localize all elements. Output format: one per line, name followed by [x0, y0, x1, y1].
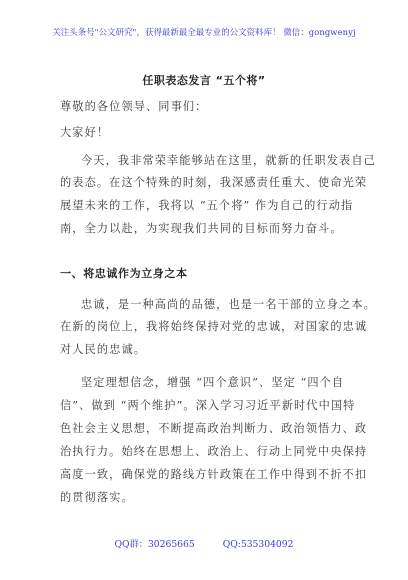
section1-para2-line: 信”、做到 “两个维护”。深入学习习近平新时代中国特	[60, 399, 356, 412]
salutation: 尊敬的各位领导、同事们：	[60, 100, 208, 113]
intro-line: 展望未来的工作，我将以 “五个将” 作为自己的行动指	[60, 199, 354, 212]
greeting: 大家好！	[60, 126, 110, 139]
intro-line: 的表态。在这个特殊的时刻，我深感责任重大、使命光荣	[60, 176, 368, 189]
intro-line: 南，全力以赴，为实现我们共同的目标而努力奋斗。	[60, 222, 343, 235]
footer-qq-group: QQ群：30265665	[114, 539, 195, 550]
section-heading: 一、将忠诚作为立身之本	[60, 267, 188, 280]
section1-para1-line: 对人民的忠诚。	[60, 343, 147, 356]
intro-line: 今天，我非常荣幸能够站在这里，就新的任职发表自己	[81, 154, 376, 167]
section1-para1-line: 在新的岗位上，我将始终保持对党的忠诚，对国家的忠诚	[60, 320, 368, 333]
document-title: 任职表态发言 “五个将”	[142, 74, 266, 87]
footer-contact	[0, 536, 408, 550]
section1-para2-line: 色社会主义思想，不断提高政治判断力、政治领悟力、政	[60, 422, 368, 435]
section1-para2-line: 的贯彻落实。	[60, 491, 134, 504]
section1-para2-line: 坚定理想信念，增强 “四个意识”、坚定 “四个自	[81, 376, 345, 389]
section1-para2-line: 治执行力。始终在思想上、政治上、行动上同党中央保持	[60, 445, 368, 458]
footer-qq: QQ:535304092	[222, 539, 294, 550]
header-promo-note: 关注头条号"公文研究"，获得最新最全最专业的公文资料库！ 微信：gongwenyj	[52, 27, 356, 37]
section1-para2-line: 高度一致，确保党的路线方针政策在工作中得到不折不扣	[60, 468, 368, 481]
section1-para1-line: 忠诚，是一种高尚的品德，也是一名干部的立身之本。	[81, 298, 376, 311]
